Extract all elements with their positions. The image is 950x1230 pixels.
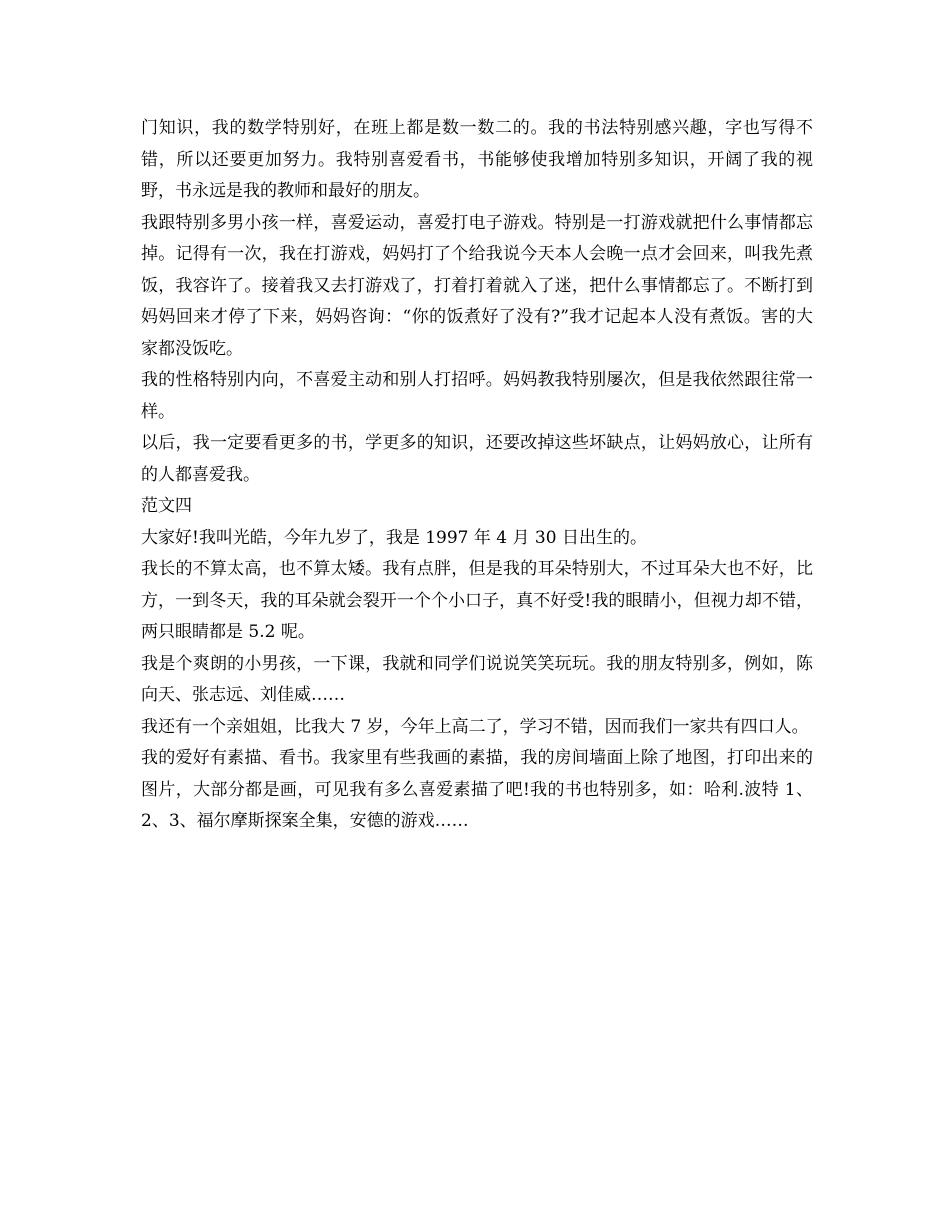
paragraph-7: 我是个爽朗的小男孩，一下课，我就和同学们说说笑笑玩玩。我的朋友特别多，例如，陈向天、张志远、刘佳威…… <box>141 653 813 705</box>
paragraph-2: 我跟特别多男小孩一样，喜爱运动，喜爱打电子游戏。特别是一打游戏就把什么事情都忘掉。记得有一次，我在打游戏，妈妈打了个给我说今天本人会晚一点才会回来，叫我先煮饭，我容许了。接着我又去打游戏了，打着打着就入了迷，把什么事情都忘了。不断打到妈妈回来才停了下来，妈妈咨询：“你的饭煮好了没有?”我才记起本人没有煮饭。害的大家都没饭吃。 <box>141 212 813 359</box>
paragraph-4: 以后，我一定要看更多的书，学更多的知识，还要改掉这些坏缺点，让妈妈放心，让所有的人都喜爱我。 <box>141 433 813 485</box>
document-body <box>141 113 813 838</box>
paragraph-1: 门知识，我的数学特别好，在班上都是数一数二的。我的书法特别感兴趣，字也写得不错，所以还要更加努力。我特别喜爱看书，书能够使我增加特别多知识，开阔了我的视野，书永远是我的教师和最好的朋友。 <box>141 118 813 201</box>
paragraph-6: 我长的不算太高，也不算太矮。我有点胖，但是我的耳朵特别大，不过耳朵大也不好，比方，一到冬天，我的耳朵就会裂开一个个小口子，真不好受!我的眼睛小，但视力却不错，两只眼睛都是 5.2 呢。 <box>141 559 813 642</box>
paragraph-5: 大家好!我叫光皓，今年九岁了，我是 1997 年 4 月 30 日出生的。 <box>141 527 647 548</box>
paragraph-8: 我还有一个亲姐姐，比我大 7 岁，今年上高二了，学习不错，因而我们一家共有四口人。 <box>141 716 809 737</box>
section-heading: 范文四 <box>141 496 192 516</box>
paragraph-9: 我的爱好有素描、看书。我家里有些我画的素描，我的房间墙面上除了地图，打印出来的图片，大部分都是画，可见我有多么喜爱素描了吧!我的书也特别多，如：哈利.波特 1、2、3、福尔摩斯探案全集，安德的游戏…… <box>141 748 813 831</box>
paragraph-3: 我的性格特别内向，不喜爱主动和别人打招呼。妈妈教我特别屡次，但是我依然跟往常一样。 <box>141 370 813 422</box>
